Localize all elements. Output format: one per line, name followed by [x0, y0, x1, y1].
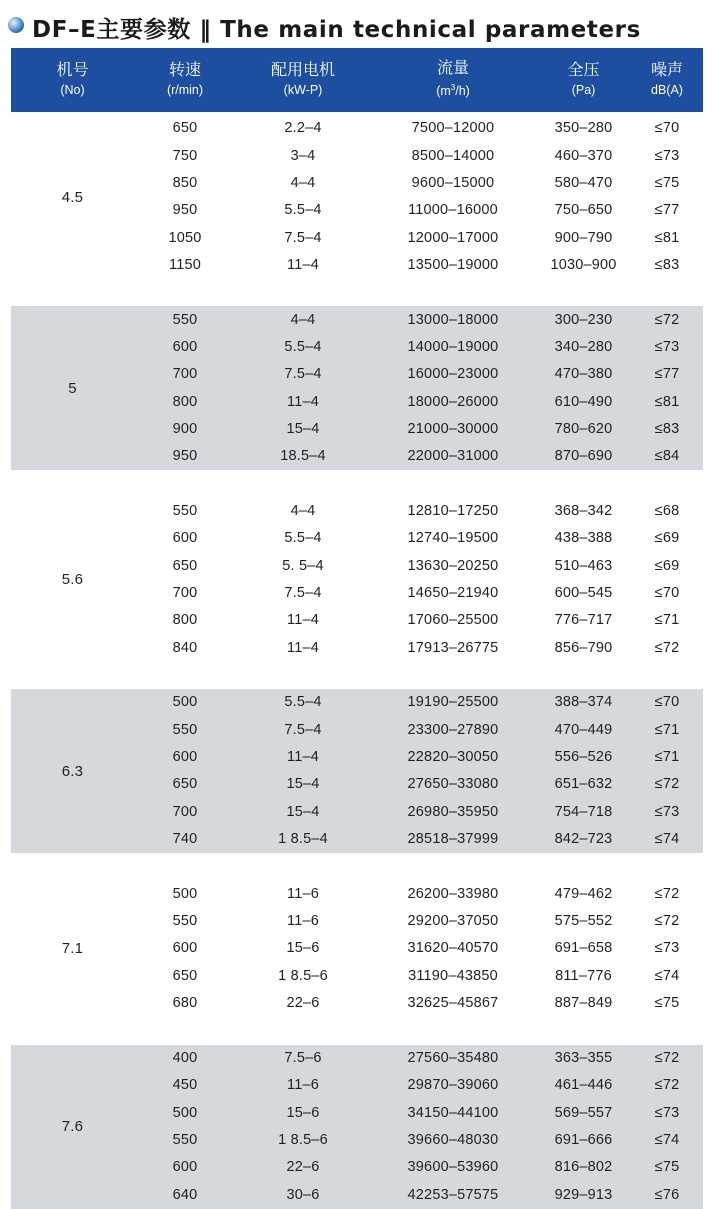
- cell-noise: ≤73: [631, 799, 703, 826]
- cell-motor: 5.5–4: [236, 525, 370, 552]
- cell-pressure: 776–717: [536, 607, 631, 634]
- cell-pressure: 470–380: [536, 361, 631, 388]
- cell-motor: 7.5–6: [236, 1045, 370, 1072]
- model-group: [11, 1017, 703, 1208]
- cell-flow: 22000–31000: [370, 443, 536, 470]
- page-title: DF–E主要参数 ‖ The main technical parameters: [32, 17, 641, 43]
- cell-motor: 3–4: [236, 142, 370, 169]
- cell-noise: ≤72: [631, 306, 703, 333]
- cell-motor: 1 8.5–6: [236, 963, 370, 990]
- cell-speed: 650: [134, 553, 236, 580]
- table-header: [11, 48, 703, 115]
- model-group: [11, 115, 703, 279]
- cell-motor: 15–6: [236, 935, 370, 962]
- cell-noise: ≤70: [631, 689, 703, 716]
- cell-flow: 31620–40570: [370, 935, 536, 962]
- cell-motor: 11–4: [236, 388, 370, 415]
- cell-noise: ≤84: [631, 443, 703, 470]
- cell-speed: 700: [134, 580, 236, 607]
- cell-motor: 30–6: [236, 1181, 370, 1208]
- cell-flow: 13500–19000: [370, 252, 536, 279]
- cell-noise: ≤71: [631, 607, 703, 634]
- cell-noise: ≤73: [631, 1099, 703, 1126]
- cell-speed: 550: [134, 306, 236, 333]
- cell-noise: ≤75: [631, 170, 703, 197]
- cell-speed: 500: [134, 689, 236, 716]
- cell-model: 5.6: [11, 498, 134, 662]
- cell-flow: 14000–19000: [370, 334, 536, 361]
- cell-motor: 5.5–4: [236, 334, 370, 361]
- cell-speed: 600: [134, 1154, 236, 1181]
- header-flow: 流量 $(m^3/h)$: [370, 48, 536, 112]
- cell-flow: 42253–57575: [370, 1181, 536, 1208]
- cell-noise: ≤75: [631, 1154, 703, 1181]
- cell-speed: 1150: [134, 252, 236, 279]
- table-row: [11, 881, 703, 908]
- cell-noise: ≤74: [631, 1127, 703, 1154]
- cell-motor: 5. 5–4: [236, 553, 370, 580]
- cell-pressure: 510–463: [536, 553, 631, 580]
- cell-pressure: 887–849: [536, 990, 631, 1017]
- cell-motor: 4–4: [236, 306, 370, 333]
- cell-flow: 28518–37999: [370, 826, 536, 853]
- model-group: [11, 470, 703, 661]
- table-row: [11, 1045, 703, 1072]
- cell-pressure: 460–370: [536, 142, 631, 169]
- cell-noise: ≤83: [631, 416, 703, 443]
- cell-speed: 840: [134, 635, 236, 662]
- cell-speed: 700: [134, 799, 236, 826]
- cell-motor: 1 8.5–4: [236, 826, 370, 853]
- cell-speed: 700: [134, 361, 236, 388]
- cell-pressure: 842–723: [536, 826, 631, 853]
- cell-motor: 4–4: [236, 498, 370, 525]
- cell-flow: 34150–44100: [370, 1099, 536, 1126]
- cell-speed: 500: [134, 1099, 236, 1126]
- cell-model: 5: [11, 306, 134, 470]
- cell-pressure: 691–658: [536, 935, 631, 962]
- cell-motor: 5.5–4: [236, 689, 370, 716]
- cell-motor: 15–4: [236, 799, 370, 826]
- cell-speed: 450: [134, 1072, 236, 1099]
- cell-motor: 7.5–4: [236, 224, 370, 251]
- model-group: [11, 662, 703, 853]
- model-group: [11, 853, 703, 1017]
- cell-speed: 900: [134, 416, 236, 443]
- cell-flow: 27560–35480: [370, 1045, 536, 1072]
- cell-pressure: 600–545: [536, 580, 631, 607]
- cell-pressure: 929–913: [536, 1181, 631, 1208]
- cell-flow: 8500–14000: [370, 142, 536, 169]
- cell-noise: ≤73: [631, 142, 703, 169]
- cell-pressure: 363–355: [536, 1045, 631, 1072]
- cell-flow: 14650–21940: [370, 580, 536, 607]
- model-group: [11, 279, 703, 470]
- cell-pressure: 575–552: [536, 908, 631, 935]
- cell-flow: 11000–16000: [370, 197, 536, 224]
- cell-speed: 640: [134, 1181, 236, 1208]
- cell-pressure: 1030–900: [536, 252, 631, 279]
- cell-speed: 950: [134, 197, 236, 224]
- cell-noise: ≤73: [631, 334, 703, 361]
- cell-speed: 600: [134, 334, 236, 361]
- cell-flow: 12810–17250: [370, 498, 536, 525]
- cell-motor: 15–6: [236, 1099, 370, 1126]
- cell-motor: 1 8.5–6: [236, 1127, 370, 1154]
- cell-noise: ≤74: [631, 963, 703, 990]
- cell-flow: 12740–19500: [370, 525, 536, 552]
- cell-model: 4.5: [11, 115, 134, 279]
- cell-pressure: 811–776: [536, 963, 631, 990]
- cell-pressure: 900–790: [536, 224, 631, 251]
- cell-speed: 1050: [134, 224, 236, 251]
- cell-flow: 26200–33980: [370, 881, 536, 908]
- cell-speed: 680: [134, 990, 236, 1017]
- cell-motor: 11–4: [236, 252, 370, 279]
- cell-motor: 7.5–4: [236, 717, 370, 744]
- cell-speed: 550: [134, 1127, 236, 1154]
- cell-flow: 31190–43850: [370, 963, 536, 990]
- cell-motor: 11–6: [236, 881, 370, 908]
- cell-speed: 400: [134, 1045, 236, 1072]
- cell-noise: ≤73: [631, 935, 703, 962]
- cell-noise: ≤70: [631, 115, 703, 142]
- cell-pressure: 368–342: [536, 498, 631, 525]
- cell-speed: 600: [134, 525, 236, 552]
- cell-motor: 11–4: [236, 744, 370, 771]
- cell-flow: 18000–26000: [370, 388, 536, 415]
- cell-motor: 7.5–4: [236, 580, 370, 607]
- cell-noise: ≤75: [631, 990, 703, 1017]
- cell-speed: 600: [134, 744, 236, 771]
- cell-noise: ≤74: [631, 826, 703, 853]
- cell-pressure: 754–718: [536, 799, 631, 826]
- cell-pressure: 470–449: [536, 717, 631, 744]
- cell-flow: 32625–45867: [370, 990, 536, 1017]
- cell-motor: 18.5–4: [236, 443, 370, 470]
- cell-speed: 500: [134, 881, 236, 908]
- cell-noise: ≤81: [631, 224, 703, 251]
- table-row: [11, 498, 703, 525]
- table-row: [11, 306, 703, 333]
- cell-noise: ≤72: [631, 881, 703, 908]
- cell-pressure: 340–280: [536, 334, 631, 361]
- cell-speed: 650: [134, 771, 236, 798]
- header-pressure: 全压 (Pa): [536, 48, 631, 112]
- table-row: [11, 689, 703, 716]
- cell-flow: 17913–26775: [370, 635, 536, 662]
- cell-flow: 29870–39060: [370, 1072, 536, 1099]
- cell-pressure: 651–632: [536, 771, 631, 798]
- cell-speed: 650: [134, 963, 236, 990]
- cell-noise: ≤72: [631, 1072, 703, 1099]
- header-model: 机号 (No): [11, 48, 134, 112]
- cell-pressure: 388–374: [536, 689, 631, 716]
- cell-flow: 21000–30000: [370, 416, 536, 443]
- cell-noise: ≤81: [631, 388, 703, 415]
- cell-speed: 750: [134, 142, 236, 169]
- cell-pressure: 556–526: [536, 744, 631, 771]
- cell-noise: ≤77: [631, 361, 703, 388]
- cell-noise: ≤76: [631, 1181, 703, 1208]
- cell-pressure: 350–280: [536, 115, 631, 142]
- cell-flow: 26980–35950: [370, 799, 536, 826]
- cell-motor: 15–4: [236, 416, 370, 443]
- cell-pressure: 479–462: [536, 881, 631, 908]
- bullet-icon: [8, 17, 24, 33]
- cell-motor: 2.2–4: [236, 115, 370, 142]
- cell-pressure: 300–230: [536, 306, 631, 333]
- cell-flow: 13000–18000: [370, 306, 536, 333]
- cell-speed: 800: [134, 388, 236, 415]
- cell-noise: ≤69: [631, 525, 703, 552]
- cell-motor: 4–4: [236, 170, 370, 197]
- cell-noise: ≤72: [631, 635, 703, 662]
- cell-pressure: 870–690: [536, 443, 631, 470]
- cell-flow: 9600–15000: [370, 170, 536, 197]
- cell-speed: 850: [134, 170, 236, 197]
- cell-motor: 11–6: [236, 1072, 370, 1099]
- cell-speed: 600: [134, 935, 236, 962]
- table-row: [11, 115, 703, 142]
- cell-noise: ≤72: [631, 1045, 703, 1072]
- cell-speed: 650: [134, 115, 236, 142]
- cell-flow: 23300–27890: [370, 717, 536, 744]
- cell-flow: 39600–53960: [370, 1154, 536, 1181]
- cell-pressure: 750–650: [536, 197, 631, 224]
- cell-speed: 740: [134, 826, 236, 853]
- cell-pressure: 580–470: [536, 170, 631, 197]
- cell-pressure: 461–446: [536, 1072, 631, 1099]
- cell-model: 6.3: [11, 689, 134, 853]
- cell-speed: 550: [134, 908, 236, 935]
- cell-flow: 39660–48030: [370, 1127, 536, 1154]
- cell-flow: 16000–23000: [370, 361, 536, 388]
- cell-noise: ≤68: [631, 498, 703, 525]
- cell-motor: 22–6: [236, 990, 370, 1017]
- cell-motor: 7.5–4: [236, 361, 370, 388]
- cell-motor: 5.5–4: [236, 197, 370, 224]
- title-bar: [8, 8, 712, 42]
- cell-noise: ≤77: [631, 197, 703, 224]
- cell-pressure: 569–557: [536, 1099, 631, 1126]
- cell-flow: 22820–30050: [370, 744, 536, 771]
- cell-motor: 15–4: [236, 771, 370, 798]
- cell-pressure: 610–490: [536, 388, 631, 415]
- cell-motor: 22–6: [236, 1154, 370, 1181]
- cell-flow: 17060–25500: [370, 607, 536, 634]
- cell-pressure: 856–790: [536, 635, 631, 662]
- cell-model: 7.6: [11, 1045, 134, 1209]
- header-motor: 配用电机 (kW-P): [236, 48, 370, 112]
- cell-pressure: 691–666: [536, 1127, 631, 1154]
- cell-flow: 19190–25500: [370, 689, 536, 716]
- header-speed: 转速 (r/min): [134, 48, 236, 112]
- cell-noise: ≤69: [631, 553, 703, 580]
- cell-model: 7.1: [11, 881, 134, 1018]
- cell-noise: ≤70: [631, 580, 703, 607]
- cell-speed: 550: [134, 498, 236, 525]
- cell-speed: 550: [134, 717, 236, 744]
- cell-pressure: 780–620: [536, 416, 631, 443]
- cell-noise: ≤71: [631, 717, 703, 744]
- cell-flow: 29200–37050: [370, 908, 536, 935]
- cell-motor: 11–6: [236, 908, 370, 935]
- cell-pressure: 438–388: [536, 525, 631, 552]
- cell-flow: 7500–12000: [370, 115, 536, 142]
- cell-noise: ≤72: [631, 771, 703, 798]
- cell-flow: 12000–17000: [370, 224, 536, 251]
- cell-motor: 11–4: [236, 607, 370, 634]
- cell-speed: 800: [134, 607, 236, 634]
- cell-noise: ≤71: [631, 744, 703, 771]
- cell-noise: ≤72: [631, 908, 703, 935]
- parameters-table: [11, 48, 703, 1209]
- cell-flow: 27650–33080: [370, 771, 536, 798]
- cell-noise: ≤83: [631, 252, 703, 279]
- cell-motor: 11–4: [236, 635, 370, 662]
- header-noise: 噪声 dB(A): [631, 48, 703, 112]
- cell-pressure: 816–802: [536, 1154, 631, 1181]
- cell-speed: 950: [134, 443, 236, 470]
- cell-flow: 13630–20250: [370, 553, 536, 580]
